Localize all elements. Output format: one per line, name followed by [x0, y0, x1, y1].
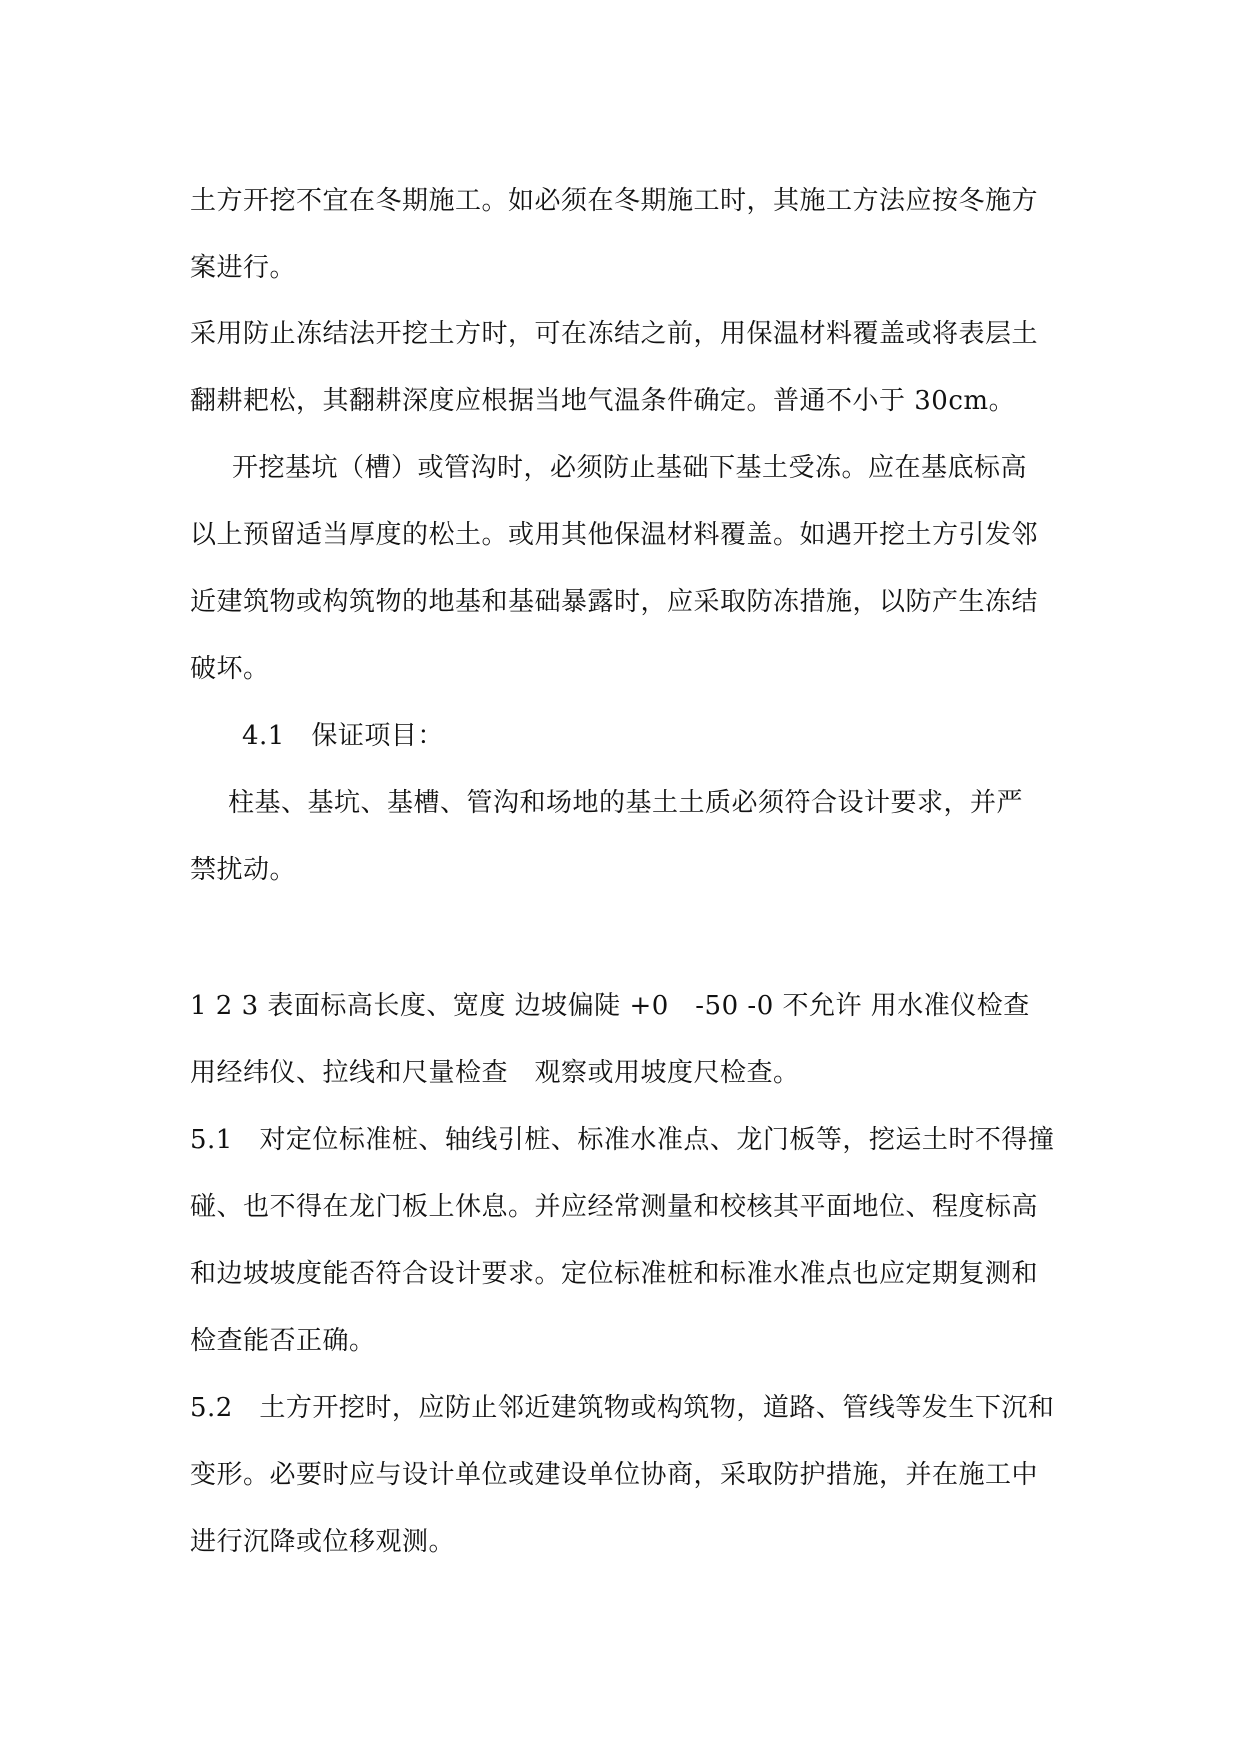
paragraph-line: 翻耕耙松，其翻耕深度应根据当地气温条件确定。普通不小于 30cm。	[190, 386, 1016, 416]
paragraph-line: 检查能否正确。	[190, 1326, 376, 1356]
paragraph-line: 采用防止冻结法开挖土方时，可在冻结之前，用保温材料覆盖或将表层土	[190, 319, 1039, 349]
paragraph-line: 禁扰动。	[190, 855, 297, 885]
paragraph-line: 进行沉降或位移观测。	[190, 1527, 456, 1557]
paragraph-line: 破坏。	[190, 654, 270, 684]
paragraph-line: 5.1 对定位标准桩、轴线引桩、标准水准点、龙门板等，挖运土时不得撞	[190, 1125, 1055, 1155]
table-text-line: 1 2 3 表面标高长度、宽度 边坡偏陡 +0 -50 -0 不允许 用水准仪检查	[190, 991, 1030, 1021]
paragraph-line: 和边坡坡度能否符合设计要求。定位标准桩和标准水准点也应定期复测和	[190, 1259, 1039, 1289]
paragraph-line: 土方开挖不宜在冬期施工。如必须在冬期施工时，其施工方法应按冬施方	[190, 186, 1039, 216]
section-heading: 4.1 保证项目：	[242, 721, 444, 751]
paragraph-line: 柱基、基坑、基槽、管沟和场地的基土土质必须符合设计要求，并严	[228, 788, 1024, 818]
paragraph-line: 开挖基坑（槽）或管沟时，必须防止基础下基土受冻。应在基底标高	[232, 453, 1028, 483]
paragraph-line: 变形。必要时应与设计单位或建设单位协商，采取防护措施，并在施工中	[190, 1460, 1039, 1490]
paragraph-line: 近建筑物或构筑物的地基和基础暴露时，应采取防冻措施，以防产生冻结	[190, 587, 1039, 617]
paragraph-line: 以上预留适当厚度的松土。或用其他保温材料覆盖。如遇开挖土方引发邻	[190, 520, 1039, 550]
paragraph-line: 5.2 土方开挖时，应防止邻近建筑物或构筑物，道路、管线等发生下沉和	[190, 1393, 1055, 1423]
table-text-line: 用经纬仪、拉线和尺量检查 观察或用坡度尺检查。	[190, 1058, 800, 1088]
paragraph-line: 案进行。	[190, 253, 297, 283]
paragraph-line: 碰、也不得在龙门板上休息。并应经常测量和校核其平面地位、程度标高	[190, 1192, 1039, 1222]
